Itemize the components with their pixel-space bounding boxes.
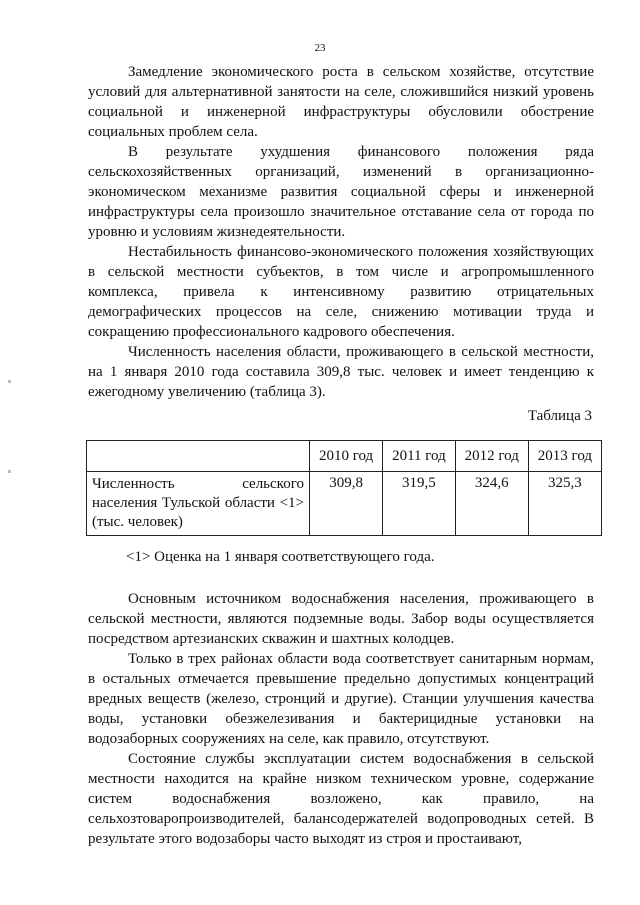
table-cell-2012: 324,6 (455, 472, 528, 536)
table-header-2011: 2011 год (383, 441, 456, 472)
page-number: 23 (314, 42, 326, 54)
paragraph: Нестабильность финансово-экономического положения хозяйствующих в сельской местности субъектов, в том числе и агропромышленного комплекса, привела к интенсивному развитию отрицательных демографических процессов на селе, снижению мотивации труда и сокращению профессионального кадрового обеспечения. (88, 244, 594, 340)
table-cell-2011: 319,5 (383, 472, 456, 536)
paragraph: В результате ухудшения финансового положения ряда сельскохозяйственных организаций, изменений в организационно-экономическом механизме развития социальной сферы и инженерной инфраструктуры села произошло значительное отставание села от города по уровню и условиям жизнедеятельности. (88, 144, 594, 240)
table-header-row (87, 441, 602, 472)
table-caption: Таблица 3 (527, 408, 592, 424)
paragraph: Состояние службы эксплуатации систем водоснабжения в сельской местности находится на крайне низком техническом уровне, содержание систем водоснабжения возложено, как правило, на сельхозтоваропроизводителей, балансодержателей водопроводных сетей. В результате этого водозаборы часто выходят из строя и простаивают, (88, 751, 594, 847)
table-row (87, 472, 602, 536)
table-row-label: Численность сельского населения Тульской области <1> (тыс. человек) (87, 472, 310, 536)
scan-mark (8, 380, 11, 383)
paragraph: Замедление экономического роста в сельском хозяйстве, отсутствие условий для альтернативной занятости на селе, сложившийся низкий уровень социальной и инженерной инфраструктуры обусловили обострение социальных проблем села. (88, 64, 594, 140)
scan-mark (8, 470, 11, 473)
table-cell-2013: 325,3 (528, 472, 601, 536)
body-text-top (88, 62, 594, 402)
table-header-empty (87, 441, 310, 472)
table-header-2010: 2010 год (310, 441, 383, 472)
paragraph: Численность населения области, проживающего в сельской местности, на 1 января 2010 года составила 309,8 тыс. человек и имеет тенденцию к ежегодному увеличению (таблица 3). (88, 344, 594, 400)
body-text-bottom (88, 589, 594, 849)
paragraph: Основным источником водоснабжения населения, проживающего в сельской местности, являются подземные воды. Забор воды осуществляется посредством артезианских скважин и шахтных колодцев. (88, 591, 594, 647)
table-cell-2010: 309,8 (310, 472, 383, 536)
table-header-2012: 2012 год (455, 441, 528, 472)
population-table (86, 440, 602, 536)
table-header-2013: 2013 год (528, 441, 601, 472)
table-footnote: <1> Оценка на 1 января соответствующего года. (126, 549, 435, 565)
paragraph: Только в трех районах области вода соответствует санитарным нормам, в остальных отмечается превышение предельно допустимых концентраций вредных веществ (железо, стронций и другие). Станции улучшения качества воды, установки обезжелезивания и бактерицидные установки на водозаборных сооружениях на селе, как правило, отсутствуют. (88, 651, 594, 747)
